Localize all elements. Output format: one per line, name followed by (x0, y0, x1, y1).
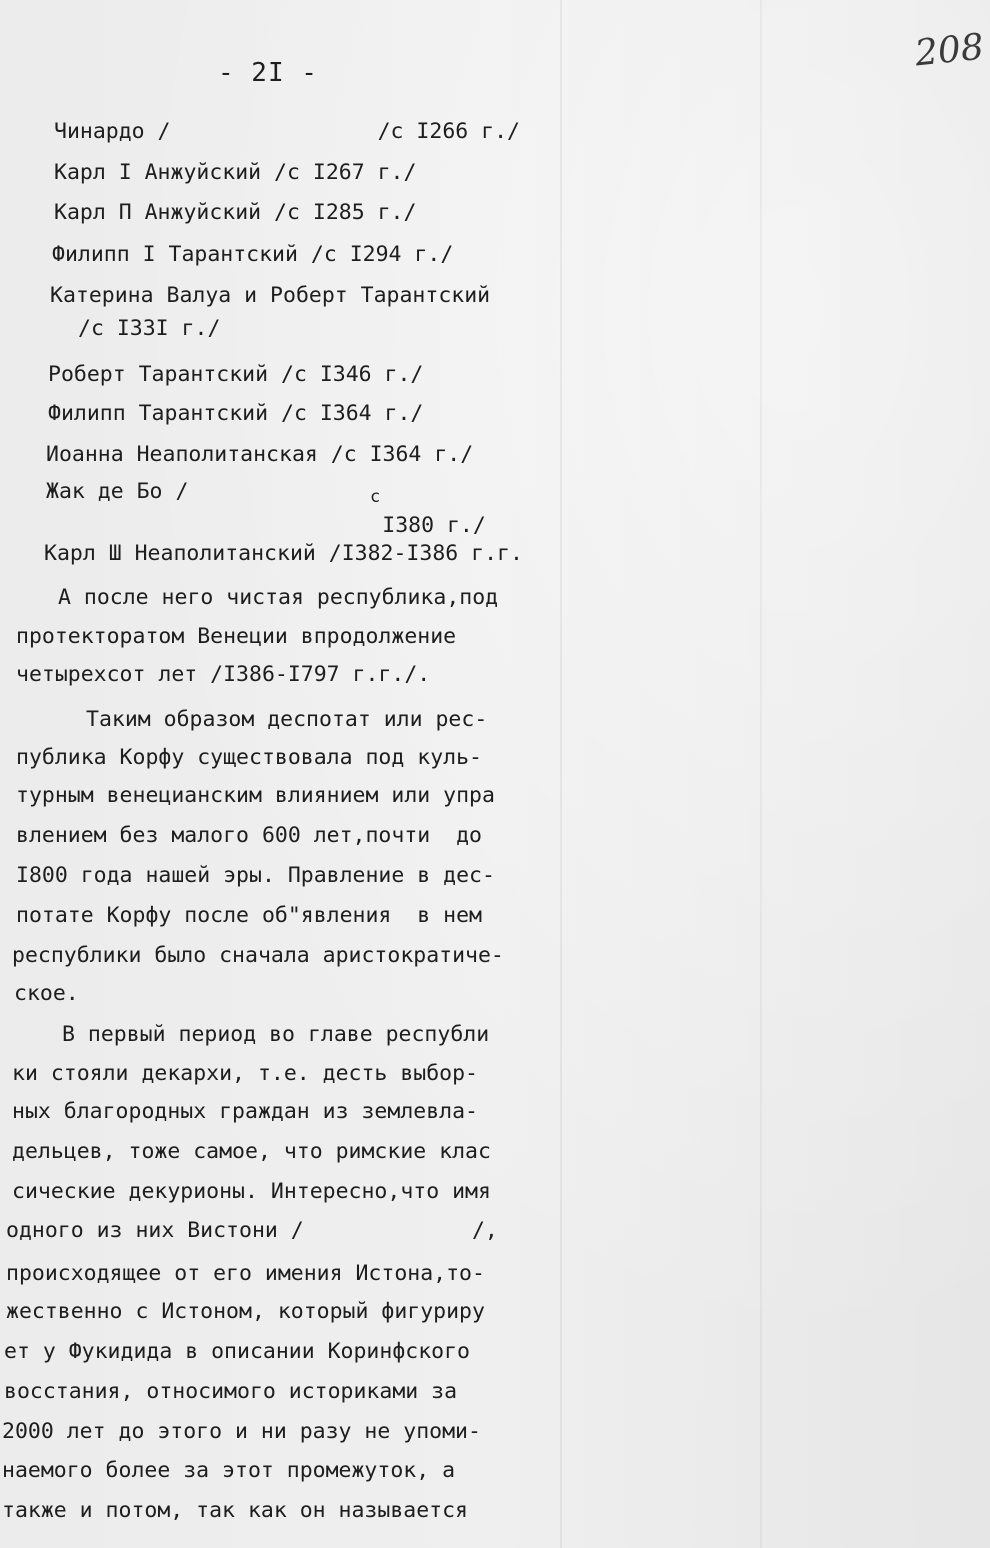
text-line: ки стояли декархи, т.е. десть выбор- (12, 1061, 478, 1086)
text-line: 2000 лет до этого и ни разу не упоми- (2, 1419, 481, 1444)
text-line: четырехсот лет /I386-I797 г.г./. (16, 662, 431, 687)
text-line: восстания, относимого историками за (4, 1379, 458, 1404)
text-line: Жак де Бо / (46, 479, 189, 504)
archive-number-handwritten: 208 (913, 26, 986, 75)
text-line: одного из них Вистони / /, (6, 1218, 498, 1243)
text-line: дельцев, тоже самое, что римские клас (12, 1139, 491, 1164)
superscript-letter: с (370, 487, 381, 507)
text-line: А после него чистая республика,под (58, 585, 499, 610)
paper-fold (760, 0, 762, 1548)
text-line: Карл Ш Неаполитанский /I382-I386 г.г. (44, 541, 523, 566)
text-line: Таким образом деспотат или рес- (86, 707, 488, 732)
text-line: I380 г./ (382, 513, 486, 539)
text-line-with-superscript (370, 487, 486, 540)
text-line: также и потом, так как он называется (2, 1498, 468, 1523)
text-line: Иоанна Неаполитанская /с I364 г./ (46, 442, 474, 467)
text-line: Чинардо / /с I266 г./ (54, 119, 520, 144)
text-line: Роберт Тарантский /с I346 г./ (48, 362, 424, 387)
text-line: I800 года нашей эры. Правление в дес- (16, 863, 495, 888)
text-line: Карл П Анжуйский /с I285 г./ (54, 200, 417, 225)
text-line: Филипп Тарантский /с I364 г./ (48, 401, 424, 426)
text-line: наемого более за этот промежуток, а (2, 1458, 456, 1483)
text-line: сические декурионы. Интересно,что имя (12, 1179, 491, 1204)
text-line: республики было сначала аристократиче- (12, 943, 504, 968)
text-line: В первый период во главе республи (62, 1022, 490, 1047)
page-number: - 2I - (218, 58, 318, 88)
text-line: происходящее от его имения Истона,то- (6, 1261, 485, 1286)
text-line: ское. (14, 981, 79, 1006)
text-line: Катерина Валуа и Роберт Тарантский (50, 283, 491, 308)
text-line: Карл I Анжуйский /с I267 г./ (54, 160, 417, 185)
text-line: публика Корфу существовала под куль- (16, 745, 482, 770)
text-line: ных благородных граждан из землевла- (12, 1099, 478, 1124)
text-line: /с I33I г./ (78, 316, 221, 341)
text-line: Филипп I Тарантский /с I294 г./ (52, 242, 454, 267)
text-line: турным венецианским влиянием или упра (16, 783, 495, 808)
text-line: протекторатом Венеции впродолжение (16, 624, 457, 649)
text-line: потате Корфу после об"явления в нем (16, 903, 482, 928)
text-line: ет у Фукидида в описании Коринфского (4, 1339, 470, 1364)
paper-fold (560, 0, 562, 1548)
text-line: жественно с Истоном, который фигуриру (6, 1299, 485, 1324)
text-line: влением без малого 600 лет,почти до (16, 823, 482, 848)
